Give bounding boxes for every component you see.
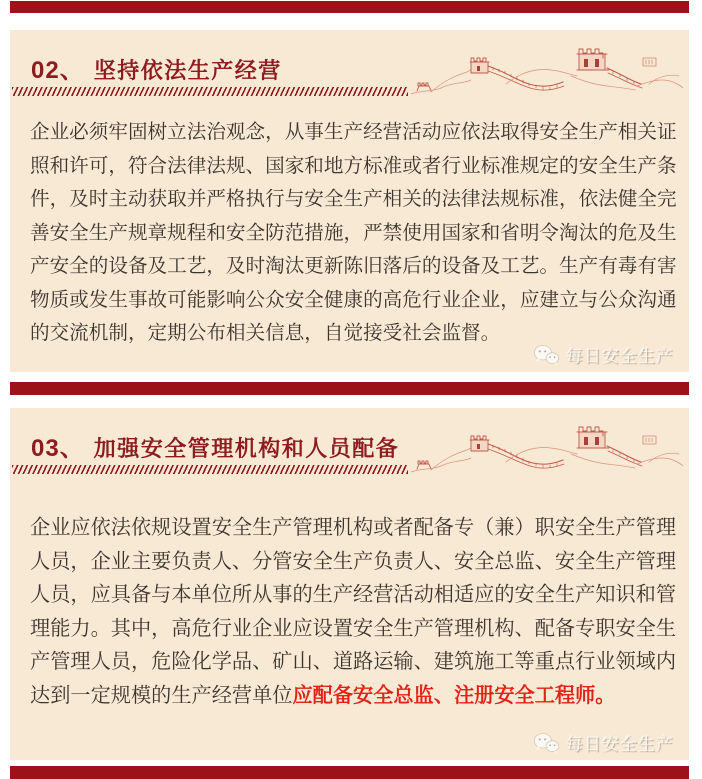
body-line: 理能力。其中，高危行业企业应设置安全生产管理机构、配备专职安全生 <box>30 617 677 640</box>
great-wall-illustration-icon <box>411 42 683 104</box>
body-line: 件，及时主动获取并严格执行与安全生产相关的法律法规标准，依法健全完 <box>30 188 677 210</box>
watermark <box>533 342 674 367</box>
hatched-underline <box>12 465 408 474</box>
body-line: 物质或发生事故可能影响公众安全健康的高危行业企业，应建立与公众沟通 <box>30 288 677 311</box>
section-02-heading <box>31 50 282 85</box>
body-line: 人员，应具备与本单位所从事的生产经营活动相适应的安全生产知识和管 <box>30 584 677 606</box>
section-03-paragraph <box>30 512 679 713</box>
section-divider-bar-middle <box>10 382 689 395</box>
watermark <box>533 730 674 755</box>
body-line: 善安全生产规章规程和安全防范措施，严禁使用国家和省明令淘汰的危及生 <box>30 221 677 244</box>
section-divider-bar-top <box>10 1 689 13</box>
watermark-label: 每日安全生产 <box>566 735 674 754</box>
body-line: 产管理人员，危险化学品、矿山、道路运输、建筑施工等重点行业领域内 <box>30 651 677 673</box>
section-number: 03、 <box>31 435 85 462</box>
body-line-normal: 达到一定规模的生产经营单位 <box>30 684 293 707</box>
section-02-paragraph <box>30 116 679 351</box>
section-03-heading <box>31 428 399 463</box>
hatched-underline <box>12 87 408 96</box>
body-line-normal: 的交流机制，定期公布相关信息，自觉接受社会监督。 <box>30 322 501 344</box>
body-line: 产安全的设备及工艺，及时淘汰更新陈旧落后的设备及工艺。生产有毒有害 <box>30 255 677 277</box>
highlighted-text: 应配备安全总监、注册安全工程师。 <box>292 684 616 707</box>
watermark-label: 每日安全生产 <box>566 347 674 366</box>
section-card-03 <box>10 408 689 760</box>
body-line: 照和许可，符合法律法规、国家和地方标准或者行业标准规定的安全生产条 <box>30 154 677 177</box>
wechat-icon <box>533 344 560 366</box>
section-card-02 <box>10 30 689 372</box>
body-line: 人员，企业主要负责人、分管安全生产负责人、安全总监、安全生产管理 <box>30 550 677 573</box>
body-line: 企业应依法依规设置安全生产管理机构或者配备专（兼）职安全生产管理 <box>30 517 677 539</box>
section-title: 坚持依法生产经营 <box>93 58 282 83</box>
body-line: 企业必须牢固树立法治观念，从事生产经营活动应依法取得安全生产相关证 <box>30 121 677 143</box>
body-line-last <box>30 680 679 714</box>
section-number: 02、 <box>31 57 85 84</box>
section-title: 加强安全管理机构和人员配备 <box>93 436 400 461</box>
wechat-icon <box>533 732 560 754</box>
great-wall-illustration-icon <box>411 420 683 482</box>
